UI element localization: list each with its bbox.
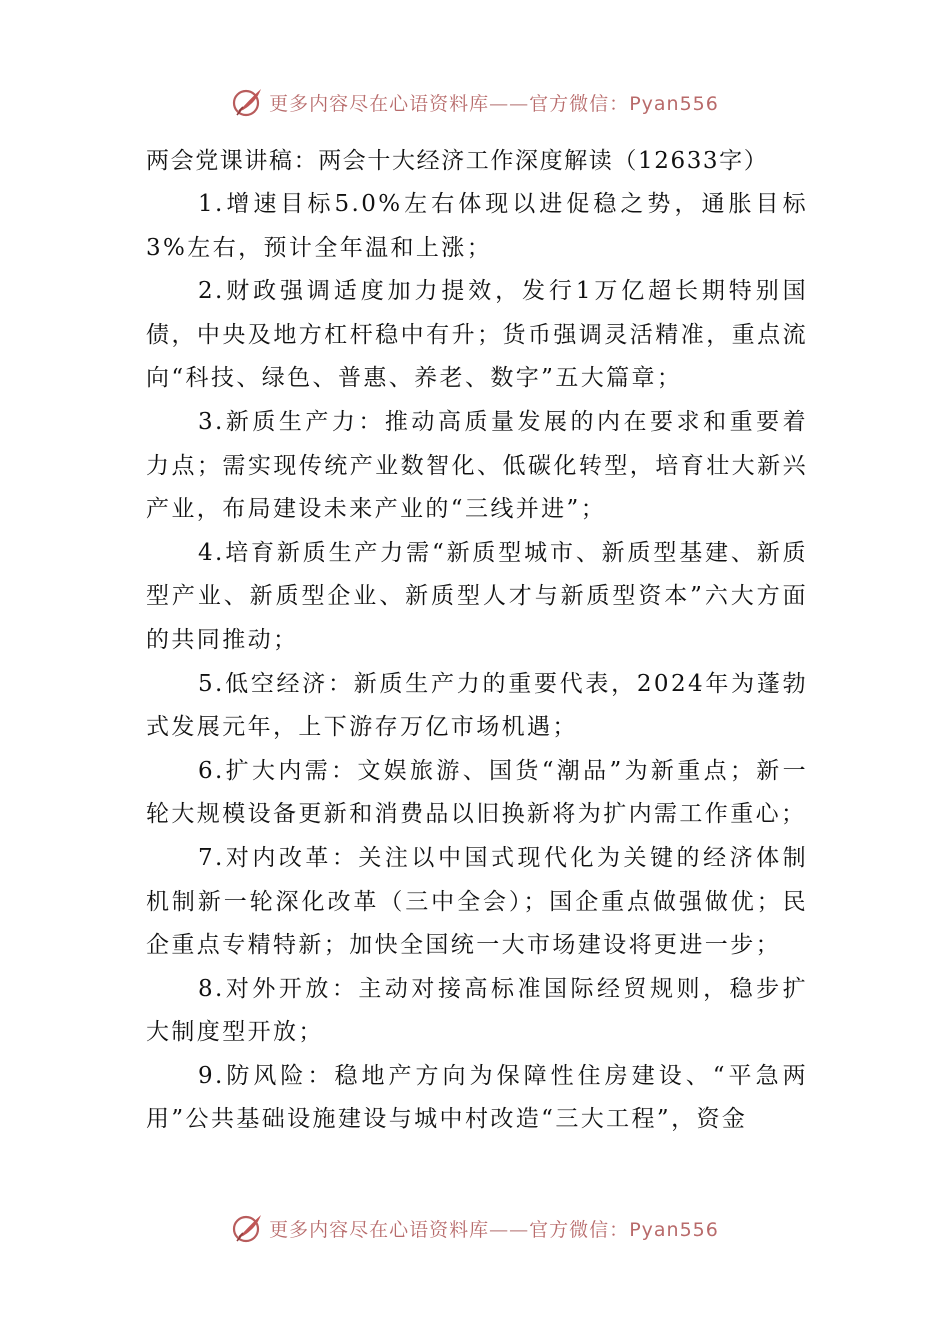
list-item: 9.防风险：稳地产方向为保障性住房建设、“平急两用”公共基础设施建设与城中村改造“三大工程”，资金 xyxy=(146,1062,808,1133)
quill-logo-icon xyxy=(231,1211,265,1245)
list-item: 5.低空经济：新质生产力的重要代表，2024年为蓬勃式发展元年，上下游存万亿市场机遇； xyxy=(146,670,808,741)
list-item: 8.对外开放：主动对接高标准国际经贸规则，稳步扩大制度型开放； xyxy=(146,975,808,1046)
list-item: 4.培育新质生产力需“新质型城市、新质型基建、新质型产业、新质型企业、新质型人才与新质型资本”六大方面的共同推动； xyxy=(146,539,808,653)
list-item: 3.新质生产力：推动高质量发展的内在要求和重要着力点；需实现传统产业数智化、低碳化转型，培育壮大新兴产业，布局建设未来产业的“三线并进”； xyxy=(146,408,808,523)
watermark-text: 更多内容尽在心语资料库——官方微信：Pyan556 xyxy=(269,92,719,115)
document-body xyxy=(146,139,808,1142)
list-item: 7.对内改革：关注以中国式现代化为关键的经济体制机制新一轮深化改革（三中全会）；国企重点做强做优；民企重点专精特新；加快全国统一大市场建设将更进一步； xyxy=(146,844,808,959)
list-item: 2.财政强调适度加力提效，发行1万亿超长期特别国债，中央及地方杠杆稳中有升；货币强调灵活精准，重点流向“科技、绿色、普惠、养老、数字”五大篇章； xyxy=(146,278,808,392)
watermark-footer xyxy=(0,1208,950,1248)
watermark-text: 更多内容尽在心语资料库——官方微信：Pyan556 xyxy=(269,1218,719,1241)
list-item: 6.扩大内需：文娱旅游、国货“潮品”为新重点；新一轮大规模设备更新和消费品以旧换新将为扩内需工作重心； xyxy=(146,757,808,828)
watermark-header xyxy=(0,82,950,122)
document-title: 两会党课讲稿：两会十大经济工作深度解读（12633字） xyxy=(146,148,769,174)
list-item: 1.增速目标5.0%左右体现以进促稳之势，通胀目标3%左右，预计全年温和上涨； xyxy=(146,191,808,261)
quill-logo-icon xyxy=(231,85,265,119)
